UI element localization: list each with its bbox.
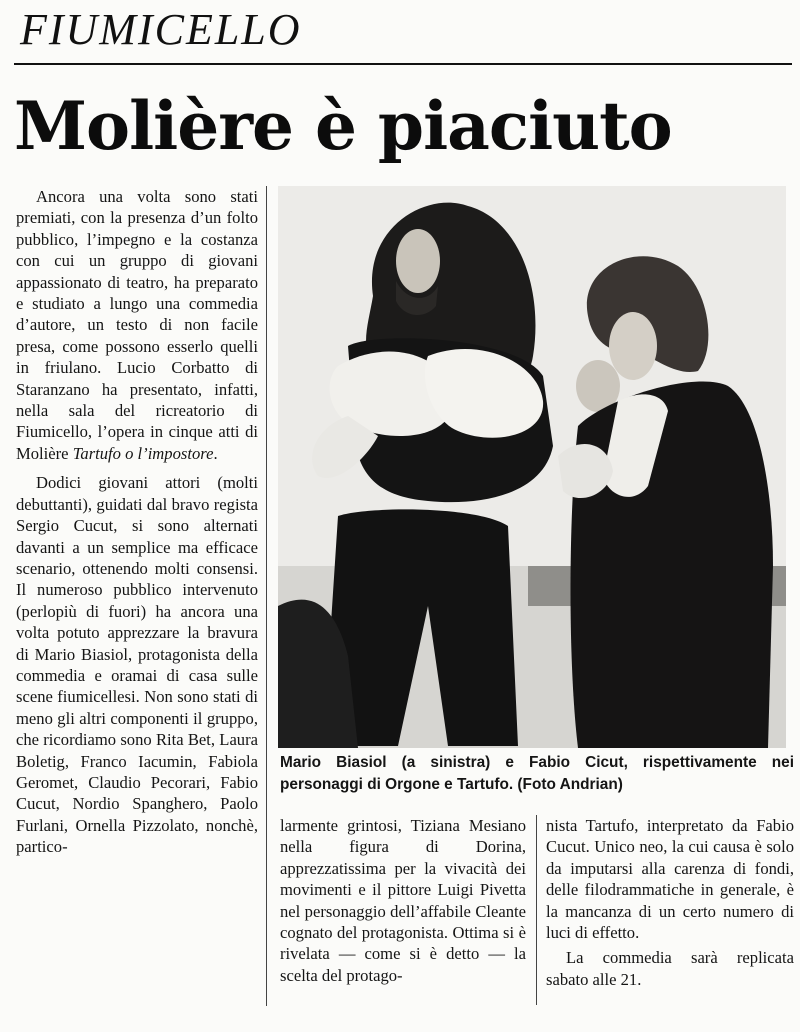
paragraph-1-end: .	[213, 443, 218, 463]
section-label: FIUMICELLO	[20, 5, 302, 54]
paragraph-3: La commedia sarà replicata sabato alle 21.	[546, 948, 794, 989]
article-column-3	[546, 815, 794, 990]
column-divider-1	[266, 186, 267, 1006]
paragraph-1	[16, 186, 258, 464]
paragraph-2-continued: larmente grintosi, Tiziana Mesiano nella figura di Dorina, apprezzatissima per la vivacità dei movimenti e il pittore Luigi Pivetta nel personaggio dell’affabile Cleante cognato del protagonista. Ottima si è rivelata — come si è detto — la scelta del protago-	[280, 816, 526, 985]
photo-caption: Mario Biasiol (a sinistra) e Fabio Cicut, rispettivamente nei personaggi di Orgone e Tartufo. (Foto Andrian)	[280, 754, 794, 793]
stage-photo	[278, 186, 786, 748]
headline: Molière è piaciuto	[14, 87, 672, 165]
article-column-1	[16, 186, 258, 858]
article-column-2	[280, 815, 526, 986]
paragraph-2-end: nista Tartufo, interpretato da Fabio Cucut. Unico neo, la cui causa è solo da imputarsi alla carenza di fondi, delle filodrammatiche in generale, è la mancanza di un certo numero di luci di effetto.	[546, 816, 794, 943]
paragraph-2: Dodici giovani attori (molti debuttanti), guidati dal bravo regista Sergio Cucut, si sono alternati davanti a un semplice ma efficace scenario, ottenendo molti consensi. Il numeroso pubblico intervenuto (perlopiù di fuori) ha ancora una volta potuto apprezzare la bravura di Mario Biasiol, protagonista della commedia e oramai di casa sulle scene fiumicellesi. Non sono stati di meno gli altri componenti il gruppo, che ricordiamo sono Rita Bet, Laura Boletig, Franco Iacumin, Fabiola Geromet, Claudio Pecorari, Fabio Cucut, Nordio Spanghero, Paolo Furlani, Ornella Pizzolato, nonchè, partico-	[16, 473, 258, 857]
column-divider-2	[536, 815, 537, 1005]
paragraph-1-text: Ancora una volta sono stati premiati, con la presenza d’un folto pubblico, l’impegno e la costanza con cui un gruppo di giovani appassionato di teatro, ha preparato e studiato a lungo una commedia d’autore, un testo di non facile presa, come possono esserlo quelli in friulano. Lucio Corbatto di Staranzano ha presentato, infatti, nella sala del ricreatorio di Fiumicello, l’opera in cinque atti di Molière	[16, 187, 258, 463]
play-title: Tartufo o l’impostore	[72, 443, 214, 463]
header-rule	[14, 63, 792, 65]
